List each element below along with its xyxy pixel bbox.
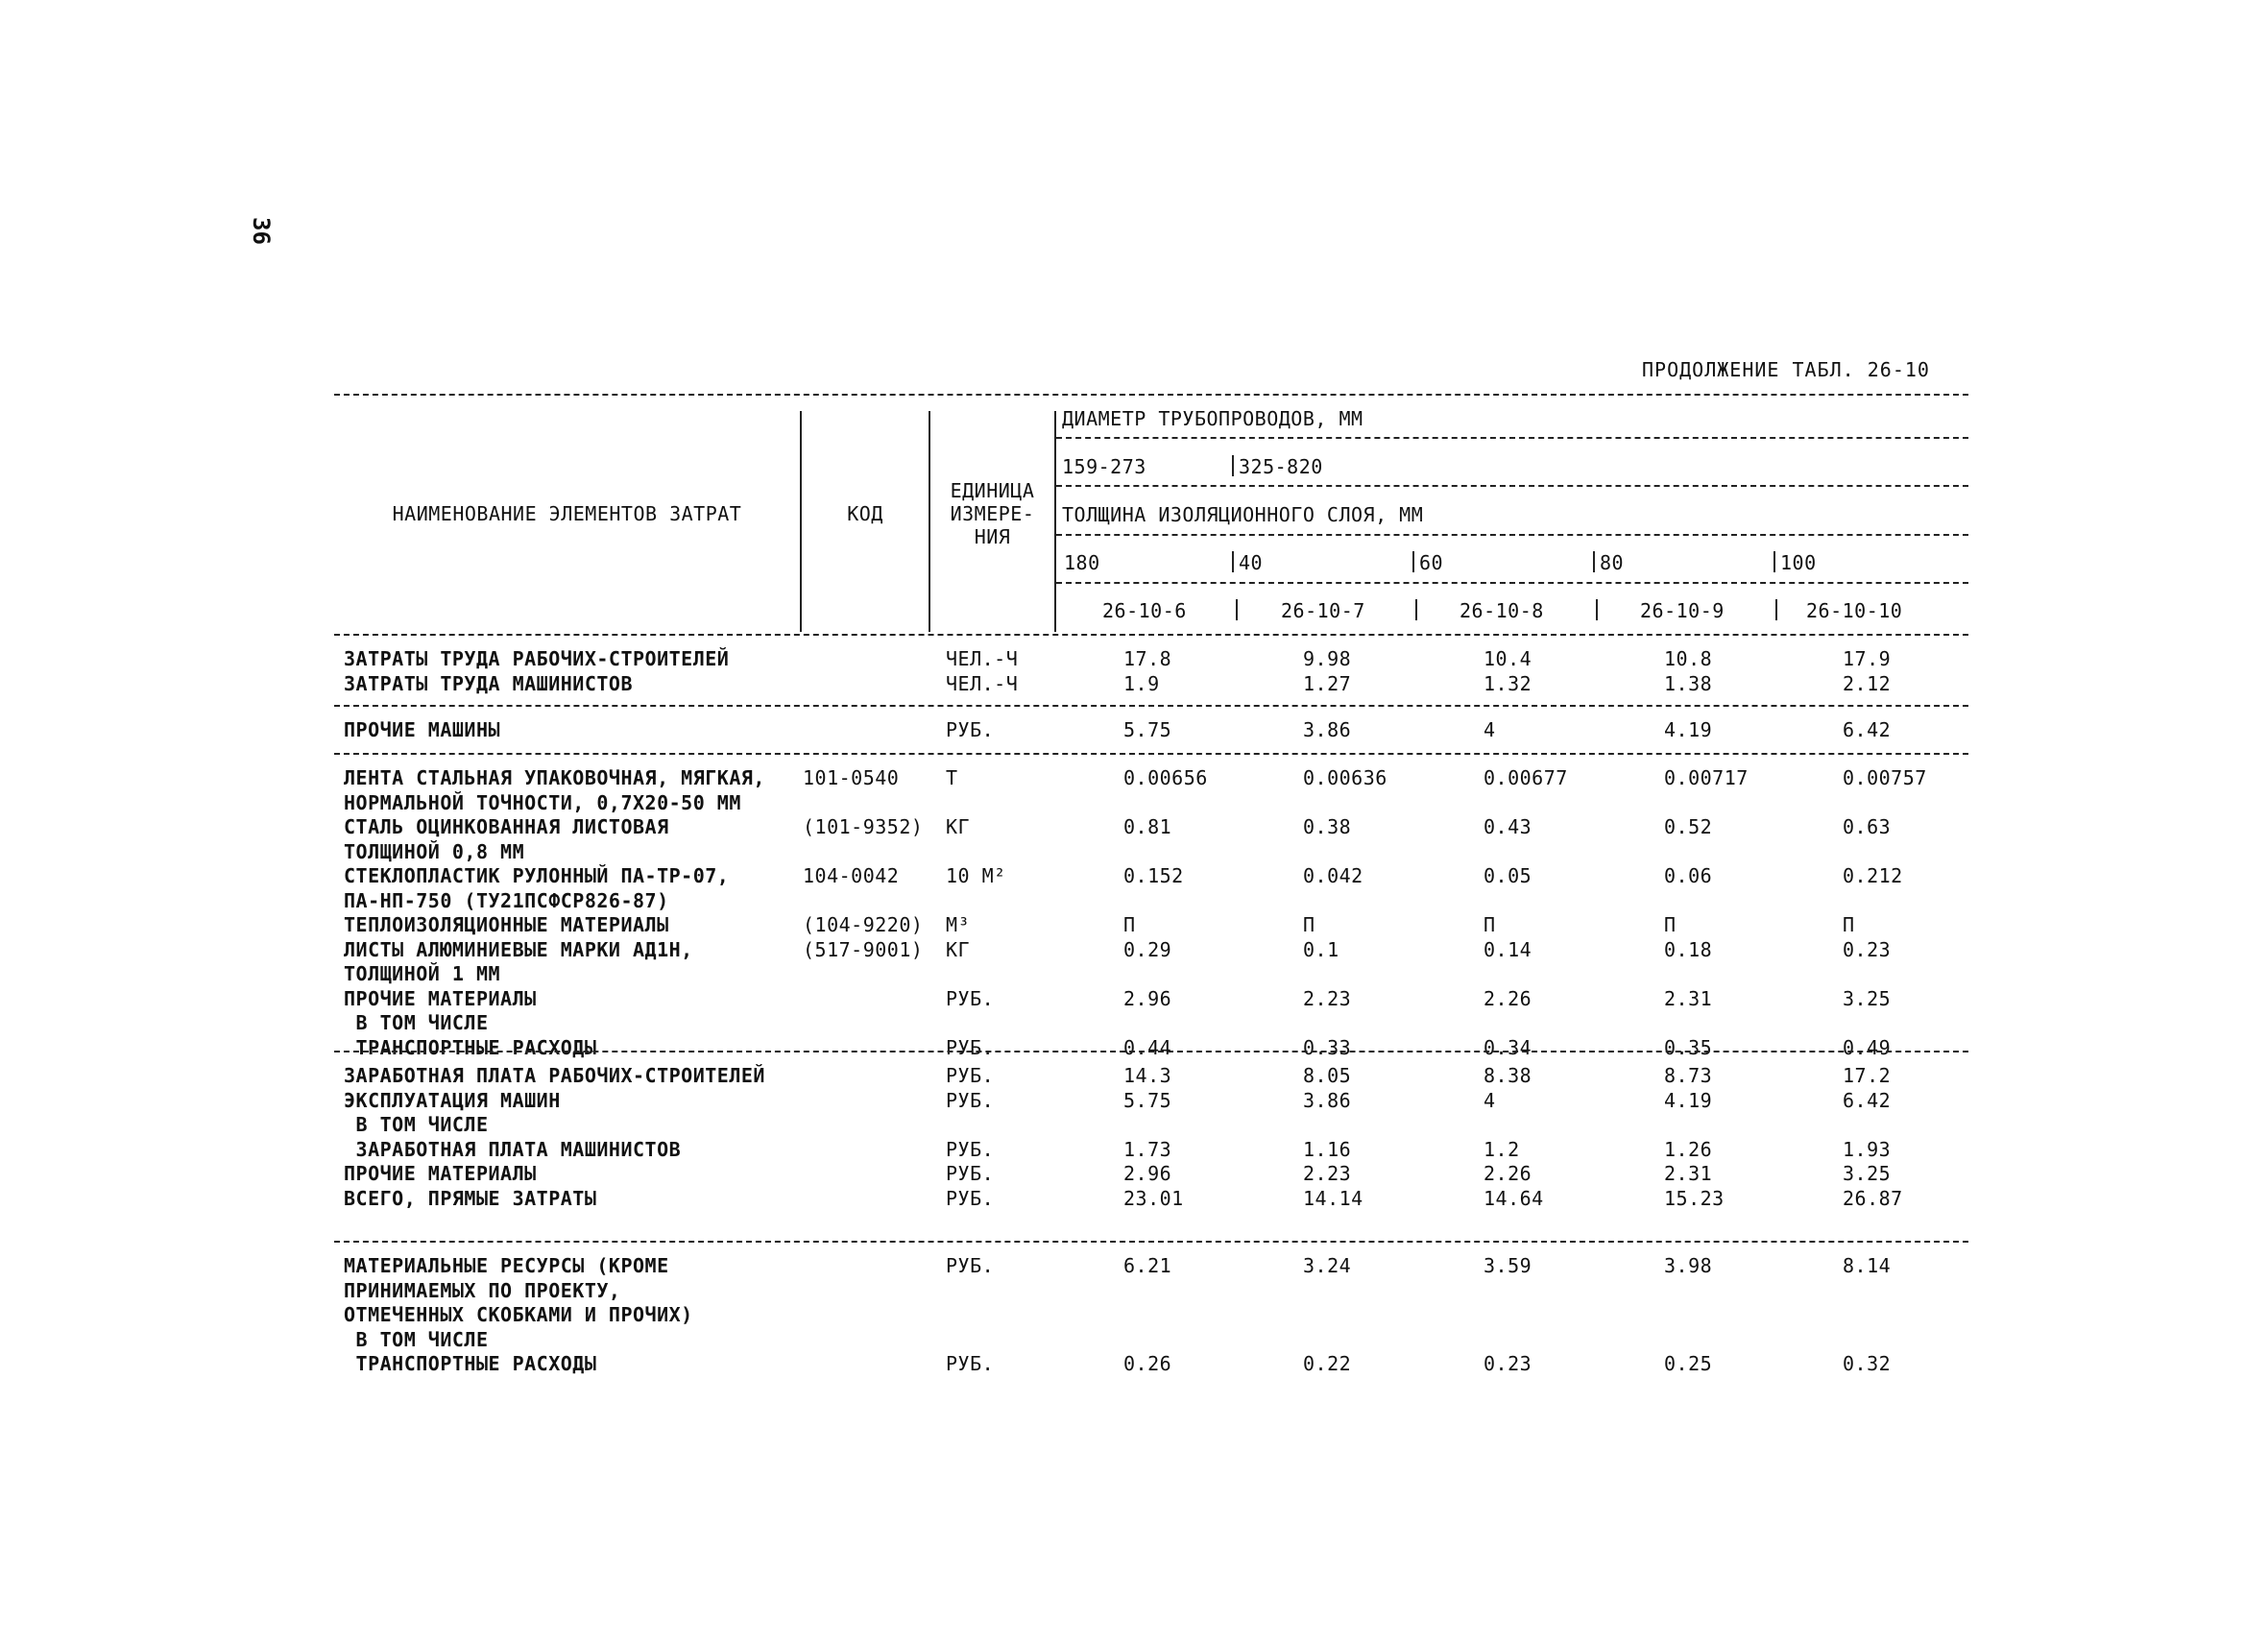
row-value: 10.8 bbox=[1664, 647, 1713, 670]
row-value: 8.73 bbox=[1664, 1064, 1713, 1087]
row-unit: КГ bbox=[946, 937, 971, 961]
row-name: ПРОЧИЕ МАТЕРИАЛЫ bbox=[344, 986, 537, 1010]
row-name: В ТОМ ЧИСЛЕ bbox=[344, 1327, 489, 1351]
column-code: 26-10-7 bbox=[1281, 599, 1365, 622]
row-name: МАТЕРИАЛЬНЫЕ РЕСУРСЫ (КРОМЕ bbox=[344, 1254, 669, 1277]
row-name: ЗАТРАТЫ ТРУДА МАШИНИСТОВ bbox=[344, 671, 633, 695]
row-value: 2.26 bbox=[1484, 986, 1532, 1010]
row-value: 0.00717 bbox=[1664, 766, 1749, 789]
row-value: 10.4 bbox=[1484, 647, 1532, 670]
row-name: ПА-НП-750 (ТУ21ПСФСР826-87) bbox=[344, 888, 669, 912]
row-value: 2.31 bbox=[1664, 986, 1713, 1010]
row-value: 0.00677 bbox=[1484, 766, 1568, 789]
row-name: В ТОМ ЧИСЛЕ bbox=[344, 1011, 489, 1034]
row-value: 3.24 bbox=[1303, 1254, 1352, 1277]
row-value: 0.63 bbox=[1843, 815, 1892, 838]
row-value: 3.86 bbox=[1303, 1088, 1352, 1112]
row-value: 8.14 bbox=[1843, 1254, 1892, 1277]
row-name: В ТОМ ЧИСЛЕ bbox=[344, 1113, 489, 1136]
group-separator bbox=[334, 1051, 1968, 1052]
thickness-separator bbox=[1412, 551, 1414, 572]
row-value: 6.42 bbox=[1843, 1088, 1892, 1112]
row-name: ПРОЧИЕ МАТЕРИАЛЫ bbox=[344, 1162, 537, 1185]
row-unit: РУБ. bbox=[946, 1064, 995, 1087]
row-value: 2.31 bbox=[1664, 1162, 1713, 1185]
row-value: 2.23 bbox=[1303, 986, 1352, 1010]
row-value: 17.9 bbox=[1843, 647, 1892, 670]
row-name: ЗАРАБОТНАЯ ПЛАТА МАШИНИСТОВ bbox=[344, 1137, 682, 1161]
row-value: 0.81 bbox=[1123, 815, 1172, 838]
header-unit-line: ЕДИНИЦА bbox=[950, 479, 1035, 502]
row-code: 104-0042 bbox=[803, 864, 900, 887]
row-value: 14.64 bbox=[1484, 1186, 1544, 1210]
row-value: 17.2 bbox=[1843, 1064, 1892, 1087]
column-code: 26-10-8 bbox=[1460, 599, 1544, 622]
column-code-separator bbox=[1236, 599, 1238, 620]
rule-header-1 bbox=[1056, 437, 1968, 439]
row-value: 9.98 bbox=[1303, 647, 1352, 670]
row-value: 14.14 bbox=[1303, 1186, 1363, 1210]
row-value: 15.23 bbox=[1664, 1186, 1725, 1210]
row-name: ТРАНСПОРТНЫЕ РАСХОДЫ bbox=[344, 1035, 597, 1059]
row-name: ТОЛЩИНОЙ 1 ММ bbox=[344, 962, 501, 985]
thickness-value: 180 bbox=[1064, 551, 1100, 574]
row-value: 0.212 bbox=[1843, 864, 1903, 887]
column-code: 26-10-10 bbox=[1806, 599, 1903, 622]
row-unit: Т bbox=[946, 766, 958, 789]
row-unit: РУБ. bbox=[946, 1088, 995, 1112]
row-value: 17.8 bbox=[1123, 647, 1172, 670]
row-value: 0.33 bbox=[1303, 1035, 1352, 1059]
row-name: ОТМЕЧЕННЫХ СКОБКАМИ И ПРОЧИХ) bbox=[344, 1303, 693, 1326]
row-value: 1.9 bbox=[1123, 671, 1160, 695]
thickness-value: 100 bbox=[1780, 551, 1817, 574]
rule-top bbox=[334, 394, 1968, 396]
group-separator bbox=[334, 1241, 1968, 1243]
rule-header-bottom bbox=[334, 634, 1968, 636]
separator-unit-data bbox=[1054, 411, 1056, 632]
row-value: 0.00656 bbox=[1123, 766, 1208, 789]
row-code: 101-0540 bbox=[803, 766, 900, 789]
row-unit: М³ bbox=[946, 913, 971, 936]
diameter-range: 159-273 bbox=[1062, 455, 1146, 478]
row-value: 0.52 bbox=[1664, 815, 1713, 838]
diameter-label: ДИАМЕТР ТРУБОПРОВОДОВ, ММ bbox=[1062, 407, 1363, 430]
row-value: 23.01 bbox=[1123, 1186, 1184, 1210]
row-value: П bbox=[1123, 913, 1136, 936]
thickness-separator bbox=[1593, 551, 1595, 572]
row-value: 6.21 bbox=[1123, 1254, 1172, 1277]
row-value: 3.98 bbox=[1664, 1254, 1713, 1277]
row-name: ЗАТРАТЫ ТРУДА РАБОЧИХ-СТРОИТЕЛЕЙ bbox=[344, 647, 730, 670]
row-name: ЗАРАБОТНАЯ ПЛАТА РАБОЧИХ-СТРОИТЕЛЕЙ bbox=[344, 1064, 765, 1087]
row-value: П bbox=[1843, 913, 1855, 936]
row-value: 1.73 bbox=[1123, 1137, 1172, 1161]
row-value: 0.152 bbox=[1123, 864, 1184, 887]
row-name: ТРАНСПОРТНЫЕ РАСХОДЫ bbox=[344, 1352, 597, 1375]
row-name: ЛЕНТА СТАЛЬНАЯ УПАКОВОЧНАЯ, МЯГКАЯ, bbox=[344, 766, 765, 789]
header-name: НАИМЕНОВАНИЕ ЭЛЕМЕНТОВ ЗАТРАТ bbox=[392, 502, 742, 525]
row-value: 0.29 bbox=[1123, 937, 1172, 961]
row-value: 0.14 bbox=[1484, 937, 1532, 961]
row-code: (104-9220) bbox=[803, 913, 924, 936]
row-value: 0.35 bbox=[1664, 1035, 1713, 1059]
column-code: 26-10-6 bbox=[1102, 599, 1187, 622]
row-unit: ЧЕЛ.-Ч bbox=[946, 671, 1019, 695]
continuation-title: ПРОДОЛЖЕНИЕ ТАБЛ. 26-10 bbox=[1642, 358, 1930, 381]
row-value: 0.18 bbox=[1664, 937, 1713, 961]
row-name: ТОЛЩИНОЙ 0,8 ММ bbox=[344, 839, 525, 863]
thickness-value: 80 bbox=[1600, 551, 1625, 574]
row-value: 14.3 bbox=[1123, 1064, 1172, 1087]
column-code-separator bbox=[1775, 599, 1777, 620]
row-value: 1.93 bbox=[1843, 1137, 1892, 1161]
row-value: 8.38 bbox=[1484, 1064, 1532, 1087]
row-value: 4 bbox=[1484, 718, 1496, 741]
row-value: 0.32 bbox=[1843, 1352, 1892, 1375]
row-unit: РУБ. bbox=[946, 1137, 995, 1161]
header-unit bbox=[930, 479, 1054, 548]
row-value: 5.75 bbox=[1123, 718, 1172, 741]
row-name: ПРИНИМАЕМЫХ ПО ПРОЕКТУ, bbox=[344, 1278, 621, 1302]
row-value: 3.25 bbox=[1843, 1162, 1892, 1185]
group-separator bbox=[334, 753, 1968, 755]
row-unit: КГ bbox=[946, 815, 971, 838]
row-value: 1.16 bbox=[1303, 1137, 1352, 1161]
thickness-value: 60 bbox=[1419, 551, 1444, 574]
row-unit: РУБ. bbox=[946, 1254, 995, 1277]
row-name: НОРМАЛЬНОЙ ТОЧНОСТИ, 0,7Х20-50 ММ bbox=[344, 790, 741, 814]
row-name: СТЕКЛОПЛАСТИК РУЛОННЫЙ ПА-ТР-07, bbox=[344, 864, 730, 887]
row-value: 5.75 bbox=[1123, 1088, 1172, 1112]
row-code: (517-9001) bbox=[803, 937, 924, 961]
row-value: 0.00757 bbox=[1843, 766, 1927, 789]
row-value: 0.25 bbox=[1664, 1352, 1713, 1375]
row-name: ЭКСПЛУАТАЦИЯ МАШИН bbox=[344, 1088, 561, 1112]
row-value: 1.26 bbox=[1664, 1137, 1713, 1161]
row-value: П bbox=[1484, 913, 1496, 936]
row-value: 0.05 bbox=[1484, 864, 1532, 887]
row-value: 0.44 bbox=[1123, 1035, 1172, 1059]
rule-header-2 bbox=[1056, 485, 1968, 487]
thickness-value: 40 bbox=[1239, 551, 1264, 574]
row-name: ТЕПЛОИЗОЛЯЦИОННЫЕ МАТЕРИАЛЫ bbox=[344, 913, 669, 936]
row-code: (101-9352) bbox=[803, 815, 924, 838]
row-unit: 10 М² bbox=[946, 864, 1006, 887]
header-unit-line: ИЗМЕРЕ- bbox=[950, 502, 1035, 525]
row-name: СТАЛЬ ОЦИНКОВАННАЯ ЛИСТОВАЯ bbox=[344, 815, 669, 838]
row-unit: РУБ. bbox=[946, 1162, 995, 1185]
row-value: 1.32 bbox=[1484, 671, 1532, 695]
row-value: 0.23 bbox=[1843, 937, 1892, 961]
row-value: 0.22 bbox=[1303, 1352, 1352, 1375]
row-value: 4.19 bbox=[1664, 718, 1713, 741]
row-value: 0.00636 bbox=[1303, 766, 1387, 789]
diameter-range-separator bbox=[1232, 455, 1234, 476]
thickness-separator bbox=[1232, 551, 1234, 572]
row-value: 0.43 bbox=[1484, 815, 1532, 838]
row-value: 4.19 bbox=[1664, 1088, 1713, 1112]
column-code: 26-10-9 bbox=[1640, 599, 1725, 622]
row-value: 3.86 bbox=[1303, 718, 1352, 741]
row-unit: РУБ. bbox=[946, 1186, 995, 1210]
row-value: 2.96 bbox=[1123, 986, 1172, 1010]
row-value: 3.25 bbox=[1843, 986, 1892, 1010]
row-value: 1.2 bbox=[1484, 1137, 1520, 1161]
row-value: 4 bbox=[1484, 1088, 1496, 1112]
row-value: 2.23 bbox=[1303, 1162, 1352, 1185]
page-number: 36 bbox=[248, 217, 275, 245]
rule-header-4 bbox=[1056, 582, 1968, 584]
header-unit-line: НИЯ bbox=[974, 525, 1011, 548]
row-value: П bbox=[1303, 913, 1315, 936]
row-unit: РУБ. bbox=[946, 1035, 995, 1059]
thickness-separator bbox=[1773, 551, 1775, 572]
row-value: 0.1 bbox=[1303, 937, 1339, 961]
row-value: 0.042 bbox=[1303, 864, 1363, 887]
row-name: ПРОЧИЕ МАШИНЫ bbox=[344, 718, 501, 741]
column-code-separator bbox=[1596, 599, 1598, 620]
row-value: 8.05 bbox=[1303, 1064, 1352, 1087]
group-separator bbox=[334, 705, 1968, 707]
row-value: 0.06 bbox=[1664, 864, 1713, 887]
row-unit: ЧЕЛ.-Ч bbox=[946, 647, 1019, 670]
row-value: 1.27 bbox=[1303, 671, 1352, 695]
row-name: ВСЕГО, ПРЯМЫЕ ЗАТРАТЫ bbox=[344, 1186, 597, 1210]
row-value: 1.38 bbox=[1664, 671, 1713, 695]
row-unit: РУБ. bbox=[946, 986, 995, 1010]
row-value: 2.96 bbox=[1123, 1162, 1172, 1185]
row-value: 6.42 bbox=[1843, 718, 1892, 741]
row-value: 26.87 bbox=[1843, 1186, 1903, 1210]
row-value: 0.34 bbox=[1484, 1035, 1532, 1059]
rule-header-3 bbox=[1056, 534, 1968, 536]
row-value: 2.12 bbox=[1843, 671, 1892, 695]
row-value: 0.38 bbox=[1303, 815, 1352, 838]
column-code-separator bbox=[1415, 599, 1417, 620]
row-value: 0.23 bbox=[1484, 1352, 1532, 1375]
row-value: 2.26 bbox=[1484, 1162, 1532, 1185]
row-value: 0.49 bbox=[1843, 1035, 1892, 1059]
header-code: КОД bbox=[847, 502, 883, 525]
row-name: ЛИСТЫ АЛЮМИНИЕВЫЕ МАРКИ АД1Н, bbox=[344, 937, 693, 961]
row-unit: РУБ. bbox=[946, 718, 995, 741]
diameter-range: 325-820 bbox=[1239, 455, 1323, 478]
row-value: П bbox=[1664, 913, 1677, 936]
row-unit: РУБ. bbox=[946, 1352, 995, 1375]
thickness-label: ТОЛЩИНА ИЗОЛЯЦИОННОГО СЛОЯ, ММ bbox=[1062, 503, 1424, 526]
row-value: 0.26 bbox=[1123, 1352, 1172, 1375]
row-value: 3.59 bbox=[1484, 1254, 1532, 1277]
